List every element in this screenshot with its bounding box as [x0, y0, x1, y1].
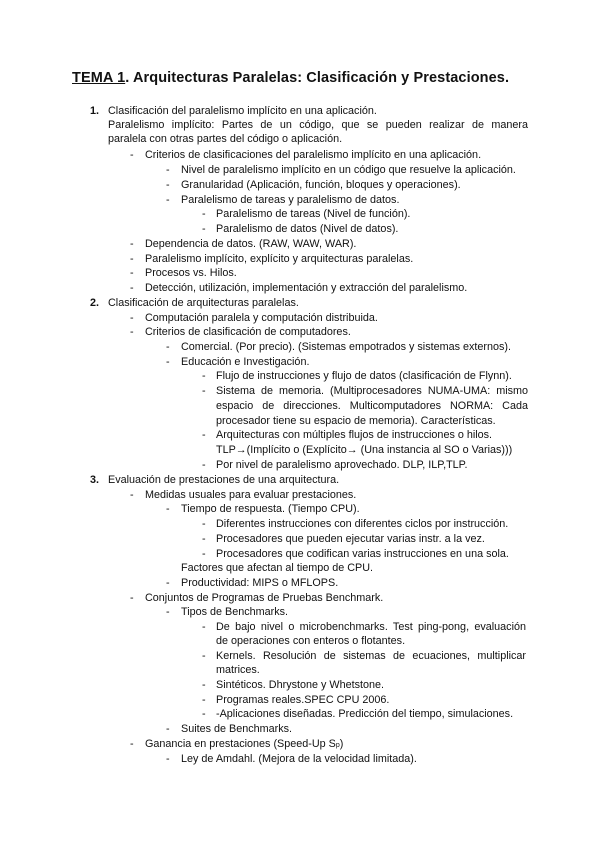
list-bullet: -	[202, 223, 206, 235]
list-bullet: -	[166, 606, 170, 618]
list-item: Computación paralela y computación distribuida.	[145, 312, 378, 324]
section-number: 2.	[90, 297, 100, 309]
list-bullet: -	[202, 370, 206, 382]
list-bullet: -	[202, 459, 206, 471]
list-bullet: -	[130, 489, 134, 501]
list-item: Procesadores que pueden ejecutar varias instr. a la vez.	[216, 533, 485, 545]
section-heading: Clasificación del paralelismo implícito en una aplicación.	[108, 105, 377, 117]
list-bullet: -	[202, 518, 206, 530]
list-bullet: -	[166, 577, 170, 589]
list-item: Medidas usuales para evaluar prestaciones.	[145, 489, 357, 501]
list-bullet: -	[202, 621, 206, 633]
list-item: Procesadores que codifican varias instrucciones en una sola.	[216, 548, 509, 560]
list-bullet: -	[202, 650, 206, 662]
list-item	[145, 737, 343, 753]
list-item: Paralelismo implícito, explícito y arquitecturas paralelas.	[145, 253, 414, 265]
list-item: Arquitecturas con múltiples flujos de instrucciones o hilos.	[216, 429, 493, 441]
list-item-continued: TLP→(Implícito o (Explícito→ (Una instancia al SO o Varias)))	[216, 444, 513, 456]
list-item: Granularidad (Aplicación, función, bloques y operaciones).	[181, 179, 461, 191]
page-title	[72, 70, 509, 86]
list-bullet: -	[202, 385, 206, 397]
list-item: Sintéticos. Dhrystone y Whetstone.	[216, 679, 385, 691]
title-tema: TEMA 1	[72, 70, 126, 86]
speedup-text: Ganancia en prestaciones (Speed-Up S	[145, 738, 336, 750]
list-item: Comercial. (Por precio). (Sistemas empotrados y sistemas externos).	[181, 341, 512, 353]
list-bullet: -	[130, 282, 134, 294]
list-item: -Aplicaciones diseñadas. Predicción del tiempo, simulaciones.	[216, 708, 514, 720]
list-bullet: -	[202, 429, 206, 441]
list-item: Productividad: MIPS o MFLOPS.	[181, 577, 339, 589]
title-text: . Arquitecturas Paralelas: Clasificación y Prestaciones.	[125, 70, 510, 86]
list-item: Procesos vs. Hilos.	[145, 267, 237, 279]
list-item: Conjuntos de Programas de Pruebas Benchmark.	[145, 592, 384, 604]
list-item: De bajo nivel o microbenchmarks. Test ping-pong, evaluación	[216, 621, 526, 633]
list-bullet: -	[130, 267, 134, 279]
list-item: Suites de Benchmarks.	[181, 723, 293, 735]
list-item: Detección, utilización, implementación y extracción del paralelismo.	[145, 282, 468, 294]
list-item: Diferentes instrucciones con diferentes ciclos por instrucción.	[216, 518, 509, 530]
list-item: Educación e Investigación.	[181, 356, 310, 368]
section-number: 3.	[90, 474, 100, 486]
list-bullet: -	[166, 356, 170, 368]
list-bullet: -	[130, 592, 134, 604]
list-item-continued: procesador tiene su espacio de memoria). Características.	[216, 415, 496, 427]
list-bullet: -	[202, 533, 206, 545]
speedup-subscript: p	[335, 742, 340, 749]
list-bullet: -	[130, 149, 134, 161]
speedup-close: )	[339, 738, 344, 750]
list-item: Nivel de paralelismo implícito en un código que resuelve la aplicación.	[181, 164, 516, 176]
list-item: Paralelismo de tareas y paralelismo de datos.	[181, 194, 400, 206]
list-item: Dependencia de datos. (RAW, WAW, WAR).	[145, 238, 357, 250]
list-bullet: -	[166, 753, 170, 765]
list-item: Criterios de clasificación de computadores.	[145, 326, 351, 338]
list-item-continued: matrices.	[216, 664, 260, 676]
section-heading: Evaluación de prestaciones de una arquitectura.	[108, 474, 340, 486]
list-bullet: -	[202, 708, 206, 720]
list-bullet: -	[202, 679, 206, 691]
list-bullet: -	[202, 548, 206, 560]
list-item: Kernels. Resolución de sistemas de ecuaciones, multiplicar	[216, 650, 526, 662]
list-bullet: -	[202, 694, 206, 706]
list-item-continued: Factores que afectan al tiempo de CPU.	[181, 562, 374, 574]
list-item: Flujo de instrucciones y flujo de datos (clasificación de Flynn).	[216, 370, 512, 382]
list-item-continued: de operaciones con enteros o flotantes.	[216, 635, 406, 647]
list-item: Criterios de clasificaciones del paralelismo implícito en una aplicación.	[145, 149, 482, 161]
list-bullet: -	[130, 312, 134, 324]
list-item: Tipos de Benchmarks.	[181, 606, 289, 618]
list-bullet: -	[130, 326, 134, 338]
list-bullet: -	[166, 503, 170, 515]
section-heading: Clasificación de arquitecturas paralelas.	[108, 297, 299, 309]
list-bullet: -	[130, 238, 134, 250]
list-bullet: -	[202, 208, 206, 220]
list-item: Ley de Amdahl. (Mejora de la velocidad limitada).	[181, 753, 417, 765]
list-bullet: -	[130, 253, 134, 265]
paragraph-line: paralela con otras partes del código o aplicación.	[108, 133, 343, 145]
list-item: Paralelismo de tareas (Nivel de función).	[216, 208, 411, 220]
list-bullet: -	[166, 723, 170, 735]
list-item: Programas reales.SPEC CPU 2006.	[216, 694, 390, 706]
section-number: 1.	[90, 105, 100, 117]
list-bullet: -	[166, 164, 170, 176]
list-bullet: -	[130, 738, 134, 750]
list-bullet: -	[166, 179, 170, 191]
list-item-continued: espacio de direcciones. Multicomputadores NORMA: Cada	[216, 400, 528, 412]
list-bullet: -	[166, 194, 170, 206]
list-item: Por nivel de paralelismo aprovechado. DLP, ILP,TLP.	[216, 459, 468, 471]
list-bullet: -	[166, 341, 170, 353]
list-item: Sistema de memoria. (Multiprocesadores NUMA-UMA: mismo	[216, 385, 528, 397]
list-item: Paralelismo de datos (Nivel de datos).	[216, 223, 399, 235]
list-item: Tiempo de respuesta. (Tiempo CPU).	[181, 503, 360, 515]
paragraph-line: Paralelismo implícito: Partes de un código, que se pueden realizar de manera	[108, 119, 528, 131]
